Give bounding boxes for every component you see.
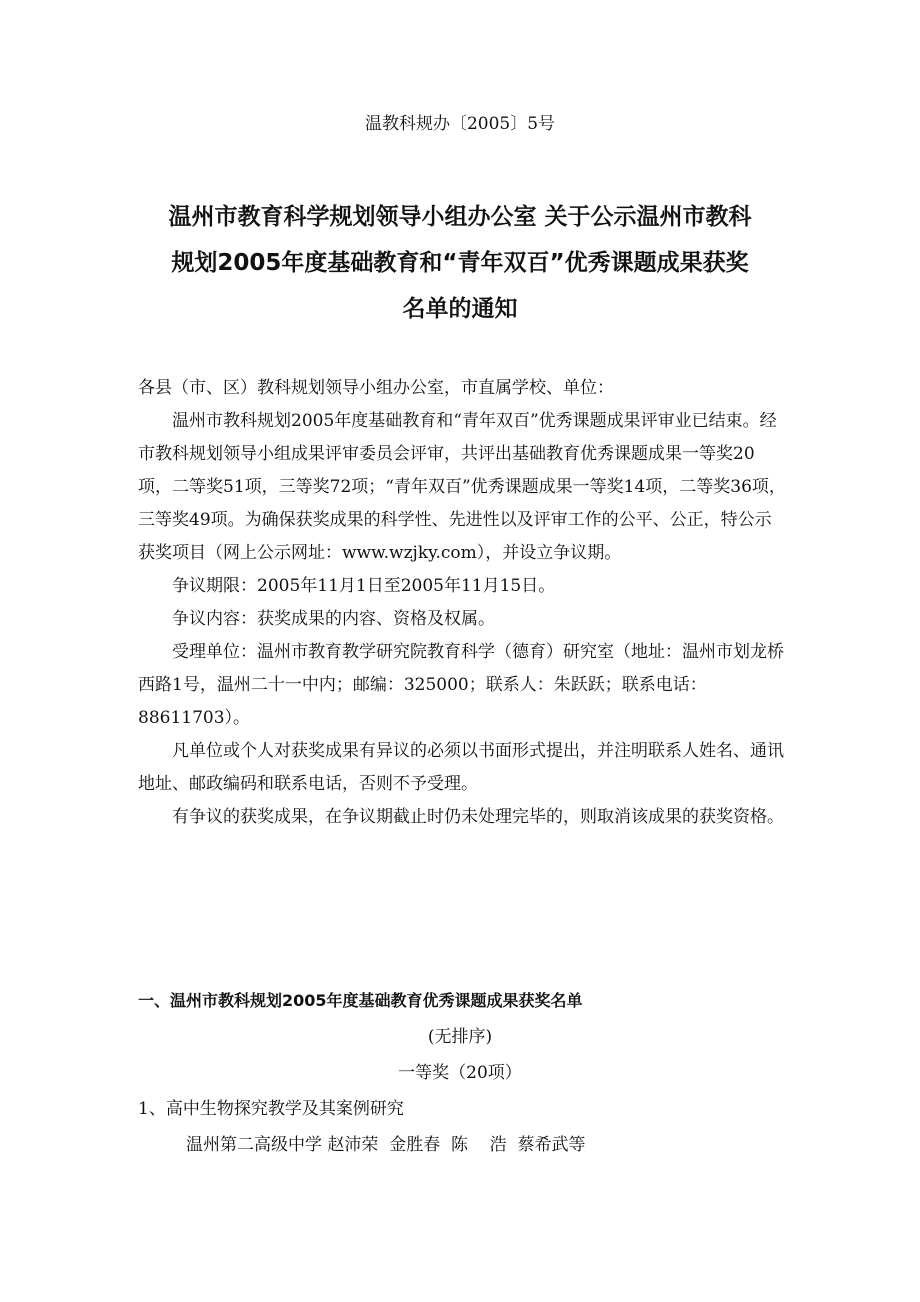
award-item-authors: 温州第二高级中学 赵沛荣 金胜春 陈 浩 蔡希武等 bbox=[186, 1135, 586, 1155]
paragraph-receiving-unit: 受理单位：温州市教育教学研究院教育科学（德育）研究室（地址：温州市划龙桥西路1号，温州二十一中内；邮编：325000；联系人：朱跃跃；联系电话：88611703）。 bbox=[138, 642, 784, 728]
document-number: 温教科规办〔2005〕5号 bbox=[364, 114, 556, 134]
document-body bbox=[138, 372, 788, 834]
salutation: 各县（市、区）教科规划领导小组办公室，市直属学校、单位： bbox=[138, 378, 614, 398]
section-heading: 一、温州市教科规划2005年度基础教育优秀课题成果获奖名单 bbox=[138, 991, 583, 1010]
paragraph-disqualification: 有争议的获奖成果，在争议期截止时仍未处理完毕的，则取消该成果的获奖资格。 bbox=[172, 807, 784, 827]
title-line-1: 温州市教育科学规划领导小组办公室 关于公示温州市教科 bbox=[168, 204, 752, 230]
paragraph-announcement: 温州市教科规划2005年度基础教育和“青年双百”优秀课题成果评审业已结束。经市教科规划领导小组成果评审委员会评审，共评出基础教育优秀课题成果一等奖20项，二等奖51项，三等奖72项；“青年双百”优秀课题成果一等奖14项，二等奖36项，三等奖49项。为确保获奖成果的科学性、先进性以及评审工作的公平、公正，特公示获奖项目（网上公示网址：www.wzjky.com），并设立争议期。 bbox=[138, 411, 786, 563]
prize-level-heading: 一等奖（20项） bbox=[398, 1063, 522, 1083]
paragraph-dispute-period: 争议期限：2005年11月1日至2005年11月15日。 bbox=[172, 576, 556, 596]
paragraph-dispute-content: 争议内容：获奖成果的内容、资格及权属。 bbox=[172, 609, 495, 629]
title-line-2: 规划2005年度基础教育和“青年双百”优秀课题成果获奖 bbox=[171, 250, 749, 276]
document-title bbox=[130, 194, 790, 332]
no-order-note: (无排序) bbox=[427, 1027, 493, 1047]
paragraph-objection-rules: 凡单位或个人对获奖成果有异议的必须以书面形式提出，并注明联系人姓名、通讯地址、邮政编码和联系电话，否则不予受理。 bbox=[138, 741, 784, 794]
award-item-title: 1、高中生物探究教学及其案例研究 bbox=[138, 1099, 404, 1119]
title-line-3: 名单的通知 bbox=[402, 296, 518, 322]
